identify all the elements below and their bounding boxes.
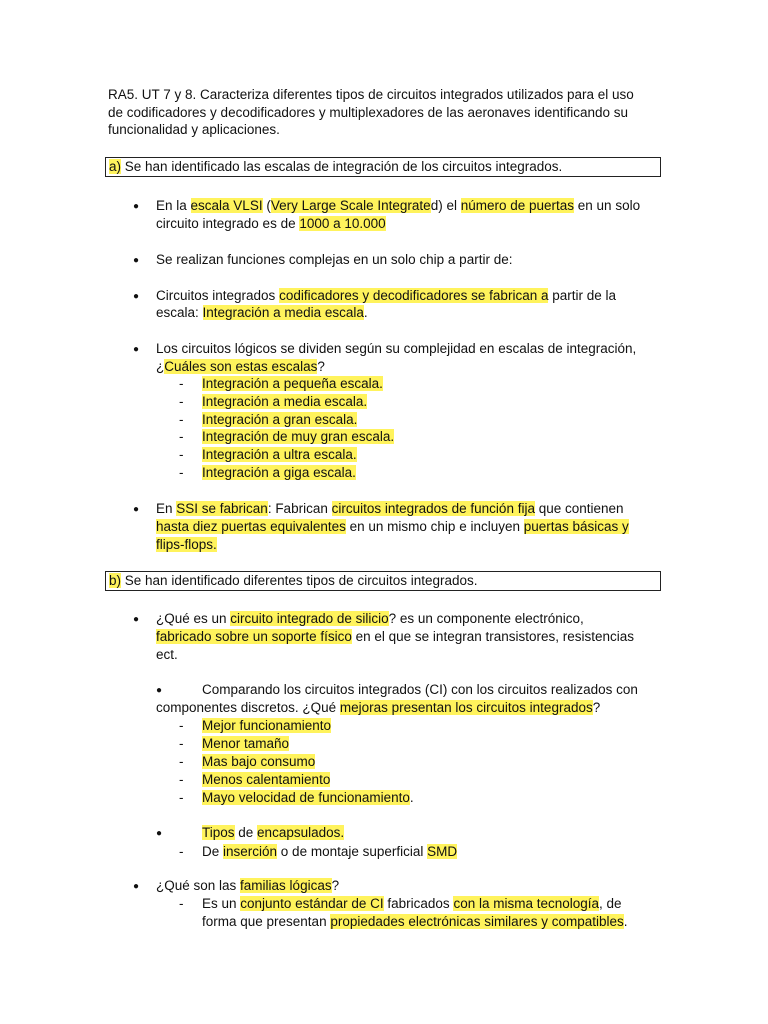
dash-icon: - [179,447,184,462]
section-a-title [109,159,562,174]
improvement-item: Mayo velocidad de funcionamiento. [202,790,414,805]
encaps-line-1: Tipos de encapsulados. [202,825,345,840]
bullet-icon: ● [133,614,140,625]
bullet-icon: ● [156,828,163,839]
logic-line-1: Los circuitos lógicos se dividen según su complejidad en escalas de integración, [156,341,637,356]
improvement-item: Menos calentamiento [202,772,331,787]
codif-line-1: Circuitos integrados codificadores y decodificadores se fabrican a partir de la [156,288,617,303]
dash-icon: - [179,718,184,733]
silicio-line-2: fabricado sobre un soporte físico en el que se integran transistores, resistencias [156,629,635,644]
ssi-line-3: flips-flops. [156,537,217,552]
bullet-icon: ● [133,504,140,515]
dash-icon: - [179,772,184,787]
dash-icon: - [179,754,184,769]
complex-functions-text: Se realizan funciones complejas en un solo chip a partir de: [156,252,513,267]
heading-line-1: RA5. UT 7 y 8. Caracteriza diferentes tipos de circuitos integrados utilizados para el uso [108,87,634,102]
dash-icon: - [179,790,184,805]
heading-line-2: de codificadores y decodificadores y multiplexadores de las aeronaves identificando su [108,105,629,120]
scale-item: Integración a media escala. [202,394,368,409]
section-a-letter: a) [109,159,122,174]
silicio-line-3: ect. [156,647,178,662]
dash-icon: - [179,412,184,427]
scale-item: Integración a giga escala. [202,465,356,480]
compare-line-1: Comparando los circuitos integrados (CI) con los circuitos realizados con [202,682,638,697]
vlsi-line-2: circuito integrado es de 1000 a 10.000 [156,216,386,231]
silicio-line-1: ¿Qué es un circuito integrado de silicio? es un componente electrónico, [156,611,584,626]
section-a-box [105,157,661,177]
heading-line-3: funcionalidad y aplicaciones. [108,122,280,137]
dash-icon: - [179,896,184,911]
families-line-3: forma que presentan propiedades electrónicas similares y compatibles. [202,914,628,929]
ssi-line-1: En SSI se fabrican: Fabrican circuitos integrados de función fija que contienen [156,501,624,516]
dash-icon: - [179,376,184,391]
section-b-box [105,571,661,591]
families-line-1: ¿Qué son las familias lógicas? [156,878,340,893]
encaps-line-2: De inserción o de montaje superficial SMD [202,844,458,859]
bullet-icon: ● [133,255,140,266]
scale-item: Integración a pequeña escala. [202,376,383,391]
dash-icon: - [179,429,184,444]
scale-item: Integración a ultra escala. [202,447,357,462]
section-b-letter: b) [109,573,122,588]
dash-icon: - [179,394,184,409]
bullet-icon: ● [133,291,140,302]
codif-line-2: escala: Integración a media escala. [156,305,368,320]
ssi-line-2: hasta diez puertas equivalentes en un mismo chip e incluyen puertas básicas y [156,519,629,534]
improvement-item: Mejor funcionamiento [202,718,332,733]
dash-icon: - [179,736,184,751]
compare-line-2: componentes discretos. ¿Qué mejoras presentan los circuitos integrados? [156,700,601,715]
logic-line-2: ¿Cuáles son estas escalas? [156,359,325,374]
section-b-text: Se han identificado diferentes tipos de circuitos integrados. [124,573,478,588]
bullet-icon: ● [133,201,140,212]
bullet-icon: ● [133,881,140,892]
section-a-text: Se han identificado las escalas de integración de los circuitos integrados. [124,159,563,174]
bullet-icon: ● [133,344,140,355]
families-line-2: Es un conjunto estándar de CI fabricados con la misma tecnología, de [202,896,622,911]
scale-item: Integración a gran escala. [202,412,358,427]
scale-item: Integración de muy gran escala. [202,429,395,444]
section-b-title [109,573,478,588]
dash-icon: - [179,465,184,480]
vlsi-line-1: En la escala VLSI (Very Large Scale Integrated) el número de puertas en un solo [156,198,641,213]
bullet-icon: ● [156,685,163,696]
dash-icon: - [179,844,184,859]
improvement-item: Menor tamaño [202,736,290,751]
improvement-item: Mas bajo consumo [202,754,316,769]
